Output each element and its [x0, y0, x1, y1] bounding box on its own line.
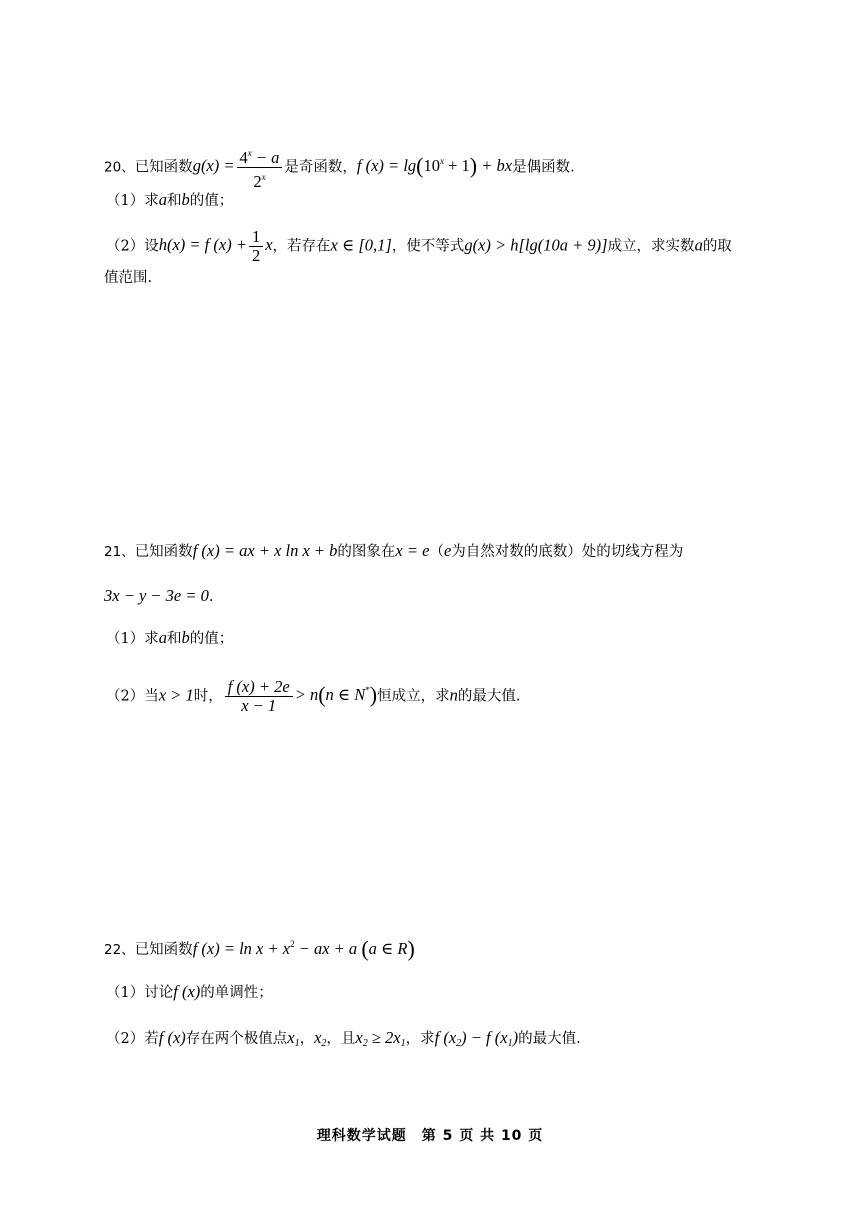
fraction: $\frac{1}{2}$ — [249, 228, 263, 265]
problem-number: 22、 — [104, 942, 135, 958]
problem-number: 21、 — [104, 544, 135, 560]
math-f-definition: f $(x) = \lg(10^x + 1)$ + bx — [356, 153, 513, 179]
problem-21-part-1: （1）求a和b的值； — [106, 628, 234, 647]
math-g-definition: g(x) = $\frac{4^x - a}{2^x}$ — [193, 156, 285, 175]
page-footer: 理科数学试题 第 5 页 共 10 页 — [316, 1128, 544, 1144]
problem-20-part-2: （2）设h(x) = f (x) + $\frac{1}{2}$ x，若存在x ∈ [0,1]，使不等式g(x) > h[lg(10a + 9)]成立，求实数a的取 — [106, 227, 732, 265]
problem-20-part-2-cont: 值范围. — [104, 270, 153, 286]
problem-20-part-1: （1）求a和b的值； — [106, 190, 234, 209]
problem-21-part-2: （2）当x > 1时， $\frac{f (x) + 2e}{x - 1}$ > n(n ∈ N*)恒成立，求n的最大值. — [106, 677, 521, 715]
problem-21-stem-cont: 3x − y − 3e = 0. — [104, 586, 214, 605]
fraction: $\frac{f (x) + 2e}{x - 1}$ — [225, 678, 293, 715]
problem-22-part-1: （1）讨论f (x)的单调性； — [106, 982, 273, 1001]
problem-20-stem: 20、已知函数g(x) = $\frac{4^x - a}{2^x}$ 是奇函数，f $(x) = \lg(10^x + 1)$ + bx是偶函数. — [104, 144, 575, 191]
math-inequality: $\frac{f (x) + 2e}{x - 1}$ > n(n ∈ N*) — [223, 685, 377, 704]
problem-21-stem: 21、已知函数f (x) = ax + x ln x + b的图象在x = e（e为自然对数的底数）处的切线方程为 — [104, 541, 684, 560]
math-f-definition: f $(x) = \ln x + x^2$ − ax + a (a ∈ R) — [192, 936, 415, 961]
problem-number: 20、 — [104, 159, 135, 176]
fraction: $\frac{4^x - a}{2^x}$ — [237, 144, 283, 191]
problem-22-stem: 22、已知函数f $(x) = \ln x + x^2$ − ax + a (a ∈ R) — [104, 936, 415, 961]
math-h-definition: h(x) = f (x) + $\frac{1}{2}$ x — [158, 227, 273, 265]
problem-22-part-2: （2）若f (x)存在两个极值点$x_1$，$x_2$，且$x_2 \ge 2x_1$，求f $(x_2) - f$ $(x_1)$的最大值. — [106, 1028, 581, 1049]
